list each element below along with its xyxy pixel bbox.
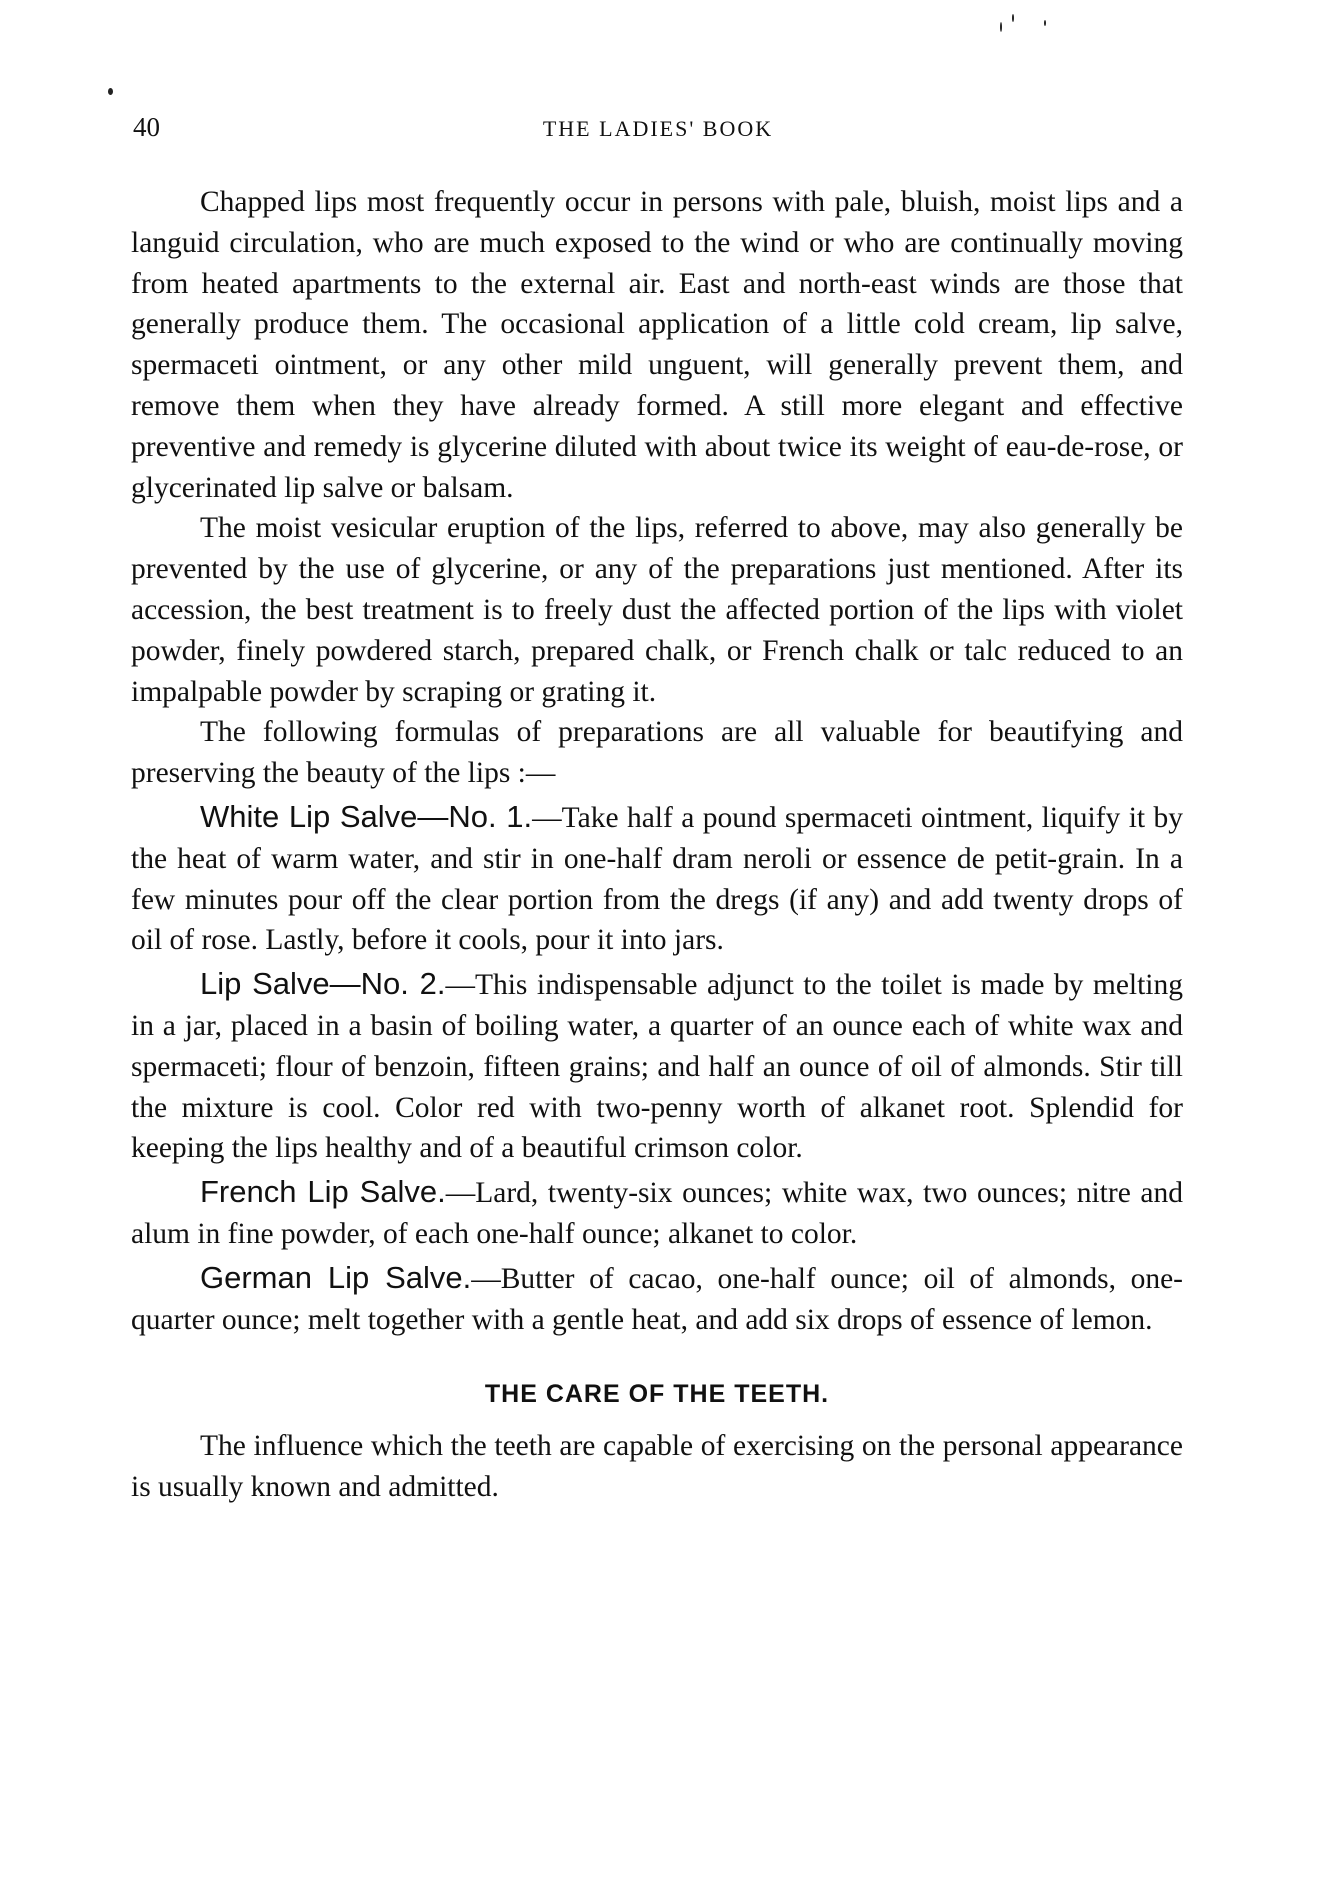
running-title: THE LADIES' BOOK [542, 116, 774, 141]
ink-speck [1012, 14, 1014, 22]
recipe-text: —This indispensable adjunct to the toilet is made by melting in a jar, placed in a basin of boiling water, a quarter of an ounce each of white wax and spermaceti; flour of benzoin, fifteen grains; and half an ounce of oil of almonds. Stir till the mixture is cool. Color red with two-penny worth of alkanet root. Splendid for keeping the lips healthy and of a beautiful crimson color. [131, 969, 1184, 1165]
ink-speck [1000, 22, 1002, 32]
page-body [131, 182, 1183, 1508]
recipe-text: —Butter of cacao, one-half ounce; oil of almonds, one-quarter ounce; melt together with a gentle heat, and add six drops of essence of lemon. [131, 1262, 1183, 1336]
recipe-title: Lip Salve—No. 2. [200, 966, 446, 1002]
section-paragraph: The influence which the teeth are capable of exercising on the personal appearance is usually known and admitted. [131, 1430, 1183, 1504]
recipe-title: French Lip Salve. [200, 1174, 446, 1210]
paragraph: Chapped lips most frequently occur in persons with pale, bluish, moist lips and a languid circulation, who are much exposed to the wind or who are continually moving from heated apartments to the external air. East and north-east winds are those that generally produce them. The occasional application of a little cold cream, lip salve, spermaceti ointment, or any other mild unguent, will generally prevent them, and remove them when they have already formed. A still more elegant and effective preventive and remedy is glycerine diluted with about twice its weight of eau-de-rose, or glycerinated lip salve or balsam. [131, 186, 1183, 504]
section-heading: THE CARE OF THE TEETH. [484, 1380, 830, 1409]
recipe-lip-salve-no2 [131, 964, 1183, 1169]
paragraph: The following formulas of preparations are all valuable for beautifying and preserving the beauty of the lips :— [131, 716, 1183, 790]
recipe-title: White Lip Salve—No. 1. [200, 798, 533, 834]
recipe-german-lip-salve [131, 1258, 1183, 1341]
recipe-title: German Lip Salve. [200, 1259, 472, 1295]
recipe-text: —Lard, twenty-six ounces; white wax, two ounces; nitre and alum in fine powder, of each one-half ounce; alkanet to color. [131, 1177, 1184, 1250]
ink-speck [108, 88, 113, 95]
recipe-text: —Take half a pound spermaceti ointment, liquify it by the heat of warm water, and stir in one-half dram neroli or essence de petit-grain. In a few minutes pour off the clear portion from the dregs (if any) and add twenty drops of oil of rose. Lastly, before it cools, pour it into jars. [131, 801, 1183, 957]
recipe-white-lip-salve [131, 797, 1183, 961]
recipe-french-lip-salve [131, 1172, 1183, 1255]
page-number: 40 [133, 112, 160, 142]
page-header [133, 112, 1183, 152]
paragraph: The moist vesicular eruption of the lips, referred to above, may also generally be prevented by the use of glycerine, or any of the preparations just mentioned. After its accession, the best treatment is to freely dust the affected portion of the lips with violet powder, finely powdered starch, prepared chalk, or French chalk or talc reduced to an impalpable powder by scraping or grating it. [131, 512, 1183, 708]
ink-speck [1044, 20, 1046, 26]
